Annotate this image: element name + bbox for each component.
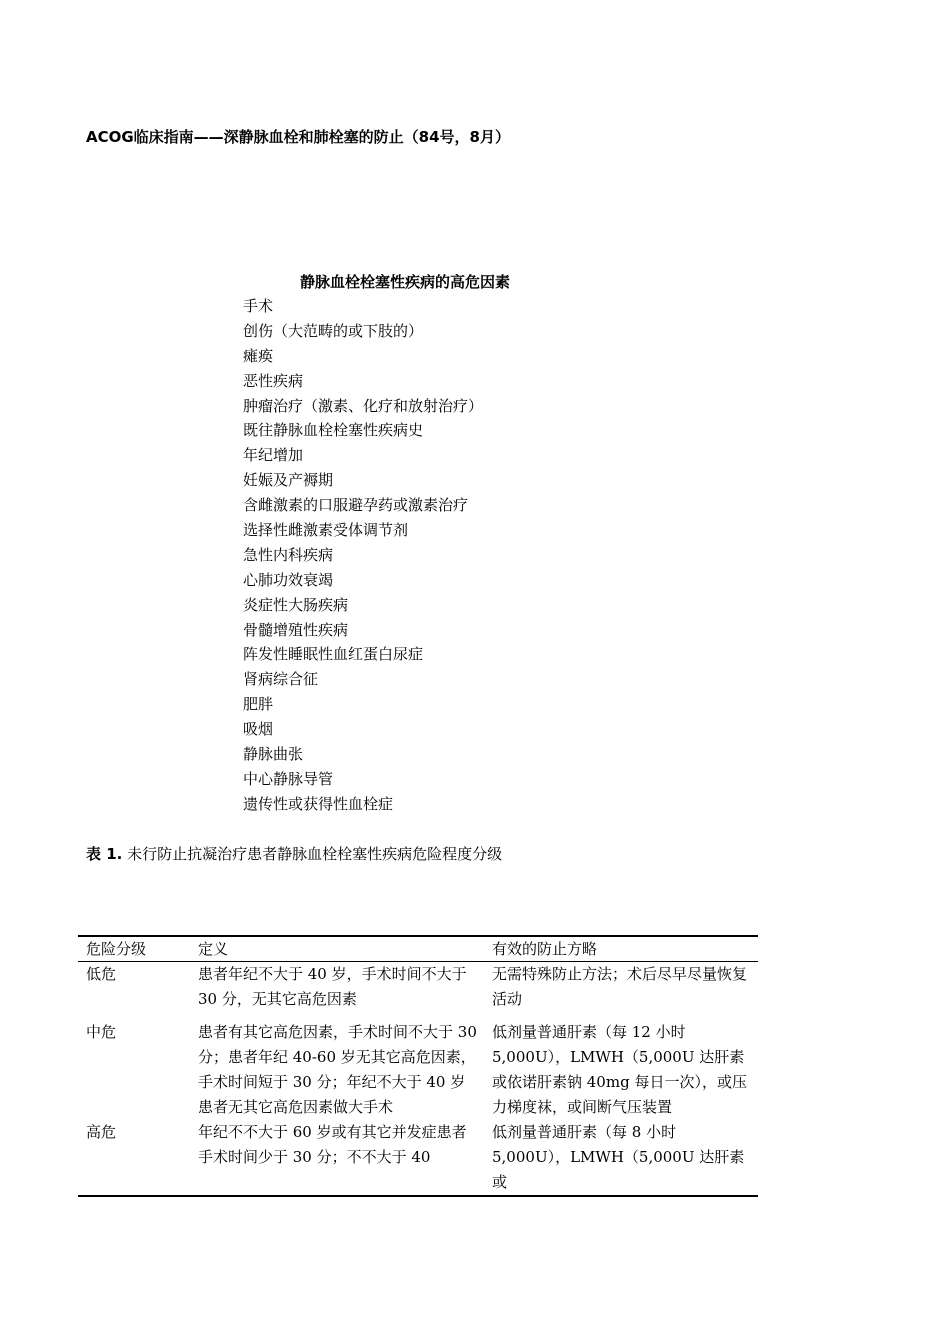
list-item: 肥胖	[243, 695, 274, 714]
list-item: 心肺功效衰竭	[243, 570, 334, 589]
list-item: 瘫痪	[243, 346, 274, 365]
list-item: 静脉曲张	[243, 745, 304, 764]
list-item: 阵发性睡眠性血红蛋白尿症	[243, 645, 424, 664]
column-header-definition: 定义	[198, 940, 229, 958]
list-item: 手术	[243, 297, 274, 315]
list-item: 肾病综合征	[243, 670, 319, 689]
table-header-row	[78, 937, 758, 962]
list-item: 中心静脉导管	[243, 769, 334, 788]
strategy-cell: 低剂量普通肝素（每 12 小时 5,000U），LMWH（5,000U 达肝素或依诺肝素钠 40mg 每日一次），或压力梯度袜，或间断气压装置	[492, 1023, 747, 1116]
risk-level-cell: 高危	[86, 1123, 117, 1141]
table-row	[78, 1020, 758, 1120]
table-caption-text: 未行防止抗凝治疗患者静脉血栓栓塞性疾病危险程度分级	[127, 845, 503, 863]
list-item: 吸烟	[243, 720, 274, 739]
list-item: 肿瘤治疗（激素、化疗和放射治疗）	[243, 396, 484, 415]
list-item: 遗传性或获得性血栓症	[243, 794, 394, 813]
strategy-cell: 低剂量普通肝素（每 8 小时 5,000U），LMWH（5,000U 达肝素或	[492, 1123, 745, 1191]
list-item: 炎症性大肠疾病	[243, 595, 349, 614]
column-header-strategy: 有效的防止方略	[492, 940, 598, 958]
list-item: 骨髓增殖性疾病	[243, 620, 349, 639]
risk-level-cell: 低危	[86, 965, 117, 983]
risk-factors-heading: 静脉血栓栓塞性疾病的高危因素	[300, 273, 511, 291]
row-spacer	[78, 1012, 758, 1020]
list-item: 选择性雌激素受体调节剂	[243, 521, 409, 540]
definition-cell: 年纪不不大于 60 岁或有其它并发症患者手术时间少于 30 分；不不大于 40	[198, 1123, 467, 1166]
table-caption-label: 表 1.	[86, 845, 123, 863]
list-item: 妊娠及产褥期	[243, 471, 334, 490]
table-row	[78, 962, 758, 1012]
definition-cell: 患者有其它高危因素，手术时间不大于 30 分；患者年纪 40-60 岁无其它高危因素，手术时间短于 30 分；年纪不大于 40 岁患者无其它高危因素做大手术	[198, 1023, 477, 1116]
list-item: 年纪增加	[243, 446, 304, 465]
column-header-level: 危险分级	[86, 940, 147, 958]
list-item: 恶性疾病	[243, 371, 304, 390]
list-item: 既往静脉血栓栓塞性疾病史	[243, 421, 424, 440]
strategy-cell: 无需特殊防止方法；术后尽早尽量恢复活动	[492, 965, 748, 1008]
risk-factors-list	[243, 294, 483, 817]
risk-level-cell: 中危	[86, 1023, 117, 1041]
document-title: ACOG临床指南——深静脉血栓和肺栓塞的防止（84号，8月）	[86, 128, 510, 146]
table-caption	[86, 843, 502, 864]
list-item: 创伤（大范畴的或下肢的）	[243, 321, 424, 340]
risk-level-table	[78, 935, 758, 1197]
list-item: 含雌激素的口服避孕药或激素治疗	[243, 496, 469, 515]
list-item: 急性内科疾病	[243, 545, 334, 564]
definition-cell: 患者年纪不大于 40 岁，手术时间不大于 30 分，无其它高危因素	[198, 965, 467, 1008]
table-row	[78, 1120, 758, 1195]
